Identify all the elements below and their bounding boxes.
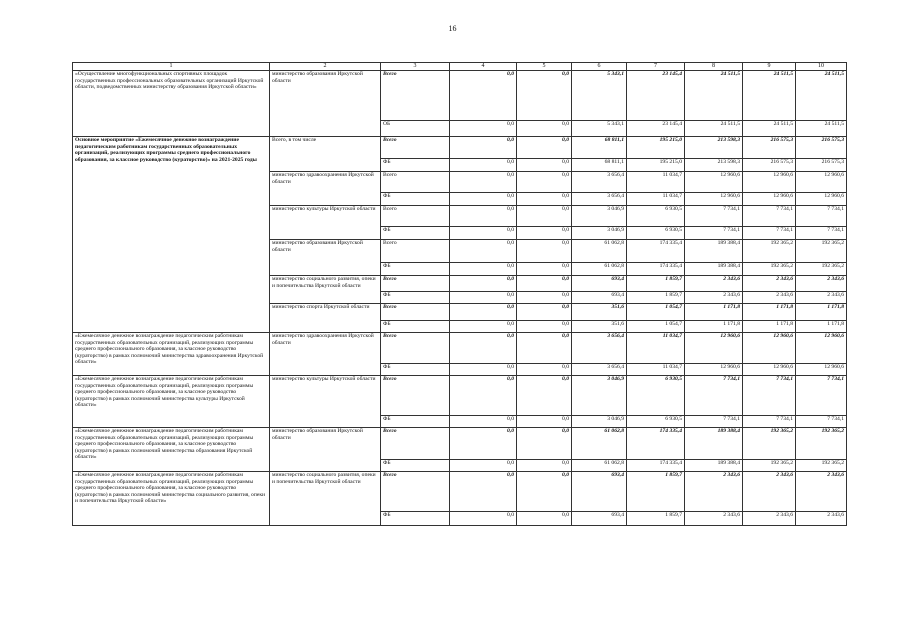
value-cell: 0,0 (450, 472, 517, 512)
funding-source-label: ФБ (381, 364, 450, 376)
header-cell: 10 (796, 63, 847, 71)
value-cell: 0,0 (450, 276, 517, 292)
value-cell: 192 365,2 (796, 428, 847, 460)
value-cell: 0,0 (450, 121, 517, 137)
value-cell: 192 365,2 (796, 263, 847, 276)
executor-cell: Всего, в том числе (270, 137, 381, 172)
value-cell: 68 811,1 (572, 137, 627, 159)
funding-source-label: ФБ (381, 321, 450, 333)
funding-source-label: Всего (381, 428, 450, 460)
value-cell: 12 960,6 (796, 364, 847, 376)
value-cell: 0,0 (517, 333, 572, 364)
value-cell: 1 054,7 (627, 304, 685, 321)
table-row (73, 333, 847, 364)
value-cell: 0,0 (450, 333, 517, 364)
value-cell: 0,0 (450, 137, 517, 159)
value-cell: 12 960,6 (743, 364, 796, 376)
table-row (73, 472, 847, 512)
funding-source-label: ФБ (381, 263, 450, 276)
funding-source-label: ОБ (381, 121, 450, 137)
value-cell: 1 171,8 (685, 304, 743, 321)
value-cell: 7 734,1 (796, 416, 847, 428)
value-cell: 0,0 (450, 227, 517, 240)
value-cell: 216 575,3 (796, 159, 847, 172)
value-cell: 0,0 (517, 121, 572, 137)
value-cell: 2 343,6 (796, 276, 847, 292)
measure-name: «Ежемесячное денежное вознаграждение педагогическим работникам государственных образовательных организаций, реализующих программы среднего профессионального образования, за классное руководство (кураторство) в рамках полномочий министерства культуры Иркутской области» (73, 376, 270, 428)
executor-cell: министерство социального развития, опеки и попечительства Иркутской области (270, 472, 381, 526)
funding-source-label: Всего (381, 137, 450, 159)
value-cell: 61 062,8 (572, 263, 627, 276)
value-cell: 24 511,5 (743, 121, 796, 137)
value-cell: 7 734,1 (796, 227, 847, 240)
value-cell: 192 365,2 (743, 460, 796, 472)
funding-source-label: ФБ (381, 159, 450, 172)
value-cell: 7 734,1 (685, 416, 743, 428)
value-cell: 3 046,9 (572, 227, 627, 240)
value-cell: 192 365,2 (743, 240, 796, 263)
value-cell: 7 734,1 (685, 227, 743, 240)
value-cell: 7 734,1 (743, 416, 796, 428)
value-cell: 174 335,4 (627, 240, 685, 263)
value-cell: 0,0 (517, 137, 572, 159)
value-cell: 3 046,9 (572, 206, 627, 227)
value-cell: 2 343,6 (796, 292, 847, 304)
value-cell: 12 960,6 (685, 364, 743, 376)
header-cell: 7 (627, 63, 685, 71)
funding-source-label: Всего (381, 304, 450, 321)
measure-name: Основное мероприятие «Ежемесячное денежное вознаграждение педагогическим работникам государственных образовательных организаций, реализующих программы среднего профессионального образования, за классное руководство (кураторство)» на 2021-2025 годы (73, 137, 270, 333)
funding-source-label: Всего (381, 172, 450, 193)
value-cell: 0,0 (450, 364, 517, 376)
value-cell: 2 343,6 (743, 276, 796, 292)
value-cell: 0,0 (450, 428, 517, 460)
value-cell: 351,6 (572, 321, 627, 333)
value-cell: 2 343,6 (743, 292, 796, 304)
value-cell: 1 171,8 (796, 321, 847, 333)
value-cell: 192 365,2 (796, 460, 847, 472)
value-cell: 192 365,2 (743, 263, 796, 276)
executor-cell: министерство образования Иркутской области (270, 428, 381, 472)
value-cell: 2 343,6 (743, 512, 796, 526)
header-cell: 8 (685, 63, 743, 71)
value-cell: 0,0 (517, 206, 572, 227)
funding-source-label: Всего (381, 206, 450, 227)
value-cell: 0,0 (517, 472, 572, 512)
budget-table (72, 62, 847, 526)
value-cell: 7 734,1 (685, 206, 743, 227)
value-cell: 3 046,9 (572, 416, 627, 428)
value-cell: 0,0 (450, 304, 517, 321)
value-cell: 61 062,8 (572, 428, 627, 460)
value-cell: 23 145,4 (627, 121, 685, 137)
value-cell: 2 343,6 (743, 472, 796, 512)
funding-source-label: Всего (381, 276, 450, 292)
value-cell: 0,0 (450, 71, 517, 121)
executor-cell: министерство культуры Иркутской области (270, 206, 381, 240)
value-cell: 12 960,6 (796, 333, 847, 364)
header-cell: 6 (572, 63, 627, 71)
table-row (73, 71, 847, 121)
value-cell: 0,0 (517, 428, 572, 460)
value-cell: 1 859,7 (627, 292, 685, 304)
value-cell: 0,0 (517, 172, 572, 193)
value-cell: 6 930,5 (627, 416, 685, 428)
measure-name: «Ежемесячное денежное вознаграждение педагогическим работникам государственных образовательных организаций, реализующих программы среднего профессионального образования, за классное руководство (кураторство) в рамках полномочий министерства здравоохранения Иркутской области» (73, 333, 270, 376)
header-cell: 9 (743, 63, 796, 71)
value-cell: 7 734,1 (743, 376, 796, 416)
value-cell: 61 062,8 (572, 240, 627, 263)
value-cell: 216 575,3 (796, 137, 847, 159)
value-cell: 693,4 (572, 472, 627, 512)
measure-name: «Ежемесячное денежное вознаграждение педагогическим работникам государственных образовательных организаций, реализующих программы среднего профессионального образования, за классное руководство (кураторство) в рамках полномочий министерства социального развития, опеки и попечительства Иркутской области» (73, 472, 270, 526)
value-cell: 24 511,5 (685, 71, 743, 121)
value-cell: 195 215,0 (627, 137, 685, 159)
funding-source-label: ФБ (381, 193, 450, 206)
value-cell: 0,0 (517, 512, 572, 526)
funding-source-label: Всего (381, 240, 450, 263)
value-cell: 2 343,6 (685, 292, 743, 304)
value-cell: 0,0 (450, 159, 517, 172)
value-cell: 1 171,8 (743, 321, 796, 333)
funding-source-label: Всего (381, 376, 450, 416)
value-cell: 0,0 (450, 512, 517, 526)
value-cell: 7 734,1 (743, 227, 796, 240)
value-cell: 0,0 (517, 263, 572, 276)
value-cell: 0,0 (450, 321, 517, 333)
header-cell: 4 (450, 63, 517, 71)
value-cell: 24 511,5 (796, 71, 847, 121)
value-cell: 189 388,4 (685, 428, 743, 460)
header-cell: 3 (381, 63, 450, 71)
value-cell: 3 656,4 (572, 333, 627, 364)
header-row (73, 63, 847, 71)
value-cell: 0,0 (517, 416, 572, 428)
funding-source-label: ФБ (381, 416, 450, 428)
measure-name: «Осуществление многофункциональных спортивных площадок государственных профессиональных образовательных организаций Иркутской области, подведомственных министерству образования Иркутской области» (73, 71, 270, 137)
value-cell: 3 656,4 (572, 364, 627, 376)
value-cell: 0,0 (450, 240, 517, 263)
value-cell: 12 960,6 (685, 193, 743, 206)
value-cell: 1 171,8 (743, 304, 796, 321)
header-cell: 1 (73, 63, 270, 71)
value-cell: 68 811,1 (572, 159, 627, 172)
table-row (73, 376, 847, 416)
value-cell: 216 575,3 (743, 137, 796, 159)
value-cell: 0,0 (517, 276, 572, 292)
value-cell: 7 734,1 (796, 376, 847, 416)
value-cell: 0,0 (517, 304, 572, 321)
executor-cell: министерство образования Иркутской области (270, 71, 381, 137)
value-cell: 0,0 (517, 227, 572, 240)
value-cell: 0,0 (450, 376, 517, 416)
value-cell: 6 930,5 (627, 206, 685, 227)
value-cell: 1 859,7 (627, 276, 685, 292)
value-cell: 0,0 (517, 321, 572, 333)
value-cell: 2 343,6 (685, 472, 743, 512)
executor-cell: министерство здравоохранения Иркутской области (270, 172, 381, 206)
funding-source-label: Всего (381, 472, 450, 512)
value-cell: 1 171,8 (796, 304, 847, 321)
value-cell: 23 145,4 (627, 71, 685, 121)
value-cell: 216 575,3 (743, 159, 796, 172)
value-cell: 3 656,4 (572, 193, 627, 206)
executor-cell: министерство спорта Иркутской области (270, 304, 381, 333)
value-cell: 11 034,7 (627, 172, 685, 193)
value-cell: 7 734,1 (743, 206, 796, 227)
value-cell: 192 365,2 (743, 428, 796, 460)
executor-cell: министерство здравоохранения Иркутской области (270, 333, 381, 376)
value-cell: 0,0 (450, 460, 517, 472)
value-cell: 6 930,5 (627, 376, 685, 416)
value-cell: 0,0 (450, 292, 517, 304)
value-cell: 0,0 (450, 206, 517, 227)
value-cell: 6 930,5 (627, 227, 685, 240)
value-cell: 0,0 (517, 159, 572, 172)
value-cell: 693,4 (572, 512, 627, 526)
value-cell: 174 335,4 (627, 460, 685, 472)
value-cell: 0,0 (517, 364, 572, 376)
value-cell: 2 343,6 (685, 276, 743, 292)
value-cell: 5 343,1 (572, 71, 627, 121)
page-number: 16 (448, 24, 457, 33)
executor-cell: министерство образования Иркутской области (270, 240, 381, 276)
value-cell: 189 388,4 (685, 263, 743, 276)
value-cell: 12 960,6 (796, 193, 847, 206)
value-cell: 0,0 (517, 376, 572, 416)
value-cell: 12 960,6 (685, 333, 743, 364)
value-cell: 0,0 (450, 193, 517, 206)
value-cell: 7 734,1 (685, 376, 743, 416)
value-cell: 0,0 (517, 460, 572, 472)
value-cell: 0,0 (517, 240, 572, 263)
funding-source-label: Всего (381, 71, 450, 121)
value-cell: 2 343,6 (796, 512, 847, 526)
executor-cell: министерство культуры Иркутской области (270, 376, 381, 428)
value-cell: 24 511,5 (685, 121, 743, 137)
value-cell: 189 388,4 (685, 460, 743, 472)
value-cell: 0,0 (517, 292, 572, 304)
value-cell: 195 215,0 (627, 159, 685, 172)
value-cell: 11 034,7 (627, 364, 685, 376)
value-cell: 1 171,8 (685, 321, 743, 333)
table-row (73, 428, 847, 460)
header-cell: 2 (270, 63, 381, 71)
value-cell: 2 343,6 (685, 512, 743, 526)
value-cell: 1 859,7 (627, 472, 685, 512)
value-cell: 12 960,6 (743, 333, 796, 364)
value-cell: 11 034,7 (627, 333, 685, 364)
value-cell: 693,4 (572, 276, 627, 292)
value-cell: 0,0 (450, 172, 517, 193)
table-row (73, 137, 847, 159)
funding-source-label: ФБ (381, 292, 450, 304)
value-cell: 12 960,6 (743, 193, 796, 206)
value-cell: 5 343,1 (572, 121, 627, 137)
value-cell: 174 335,4 (627, 428, 685, 460)
value-cell: 24 511,5 (796, 121, 847, 137)
value-cell: 189 388,4 (685, 240, 743, 263)
measure-name: «Ежемесячное денежное вознаграждение педагогическим работникам государственных образовательных организаций, реализующих программы среднего профессионального образования, за классное руководство (кураторство) в рамках полномочий министерства образования Иркутской области» (73, 428, 270, 472)
value-cell: 11 034,7 (627, 193, 685, 206)
funding-source-label: ФБ (381, 512, 450, 526)
value-cell: 213 598,3 (685, 159, 743, 172)
value-cell: 3 656,4 (572, 172, 627, 193)
funding-source-label: Всего (381, 333, 450, 364)
value-cell: 0,0 (450, 263, 517, 276)
value-cell: 351,6 (572, 304, 627, 321)
funding-source-label: ФБ (381, 227, 450, 240)
value-cell: 12 960,6 (685, 172, 743, 193)
value-cell: 3 046,9 (572, 376, 627, 416)
funding-source-label: ФБ (381, 460, 450, 472)
value-cell: 12 960,6 (743, 172, 796, 193)
value-cell: 0,0 (517, 193, 572, 206)
value-cell: 0,0 (517, 71, 572, 121)
value-cell: 213 598,3 (685, 137, 743, 159)
value-cell: 174 335,4 (627, 263, 685, 276)
value-cell: 1 859,7 (627, 512, 685, 526)
value-cell: 1 054,7 (627, 321, 685, 333)
value-cell: 61 062,8 (572, 460, 627, 472)
executor-cell: министерство социального развития, опеки и попечительства Иркутской области (270, 276, 381, 304)
value-cell: 12 960,6 (796, 172, 847, 193)
value-cell: 693,4 (572, 292, 627, 304)
value-cell: 0,0 (450, 416, 517, 428)
value-cell: 7 734,1 (796, 206, 847, 227)
value-cell: 192 365,2 (796, 240, 847, 263)
value-cell: 2 343,6 (796, 472, 847, 512)
header-cell: 5 (517, 63, 572, 71)
value-cell: 24 511,5 (743, 71, 796, 121)
